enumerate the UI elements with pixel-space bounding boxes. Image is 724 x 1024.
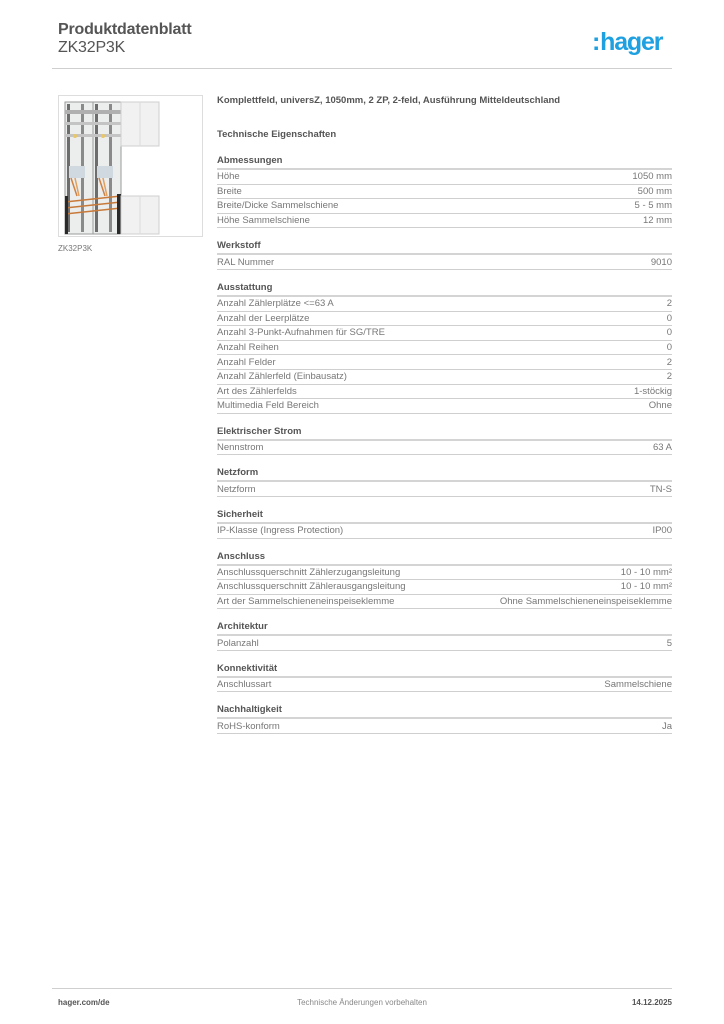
property-row: [217, 636, 672, 651]
datasheet-content: [217, 95, 672, 734]
property-row: [217, 297, 672, 312]
property-value: Ja: [661, 720, 672, 732]
property-label: Anschlussart: [217, 679, 272, 691]
property-label: Anschlussquerschnitt Zählerausgangsleitung: [217, 581, 406, 593]
property-row: [217, 341, 672, 356]
footer-divider: [52, 988, 672, 989]
property-row: [217, 385, 672, 400]
property-label: Anzahl Zählerfeld (Einbausatz): [217, 371, 347, 383]
property-label: Anzahl Felder: [217, 356, 276, 368]
property-label: Art des Zählerfelds: [217, 385, 297, 397]
property-row: [217, 566, 672, 581]
section-anschluss: [217, 551, 672, 610]
property-row: [217, 678, 672, 693]
property-value: 2: [666, 356, 672, 368]
property-label: Höhe: [217, 171, 240, 183]
section-title: Elektrischer Strom: [217, 426, 672, 441]
property-row: [217, 326, 672, 341]
property-row: [217, 524, 672, 539]
property-value: Ohne Sammelschieneneinspeiseklemme: [499, 595, 672, 607]
property-row: [217, 399, 672, 414]
property-label: IP-Klasse (Ingress Protection): [217, 525, 344, 537]
section-title: Architektur: [217, 621, 672, 636]
property-label: Netzform: [217, 483, 256, 495]
property-value: TN-S: [649, 483, 672, 495]
hager-logo: :hager: [592, 28, 663, 56]
section-abmessungen: [217, 155, 672, 228]
property-row: [217, 255, 672, 270]
section-elektrischer-strom: [217, 426, 672, 456]
footer-notice: Technische Änderungen vorbehalten: [297, 998, 427, 1007]
property-label: Art der Sammelschieneneinspeiseklemme: [217, 595, 395, 607]
technical-properties-heading: Technische Eigenschaften: [217, 129, 337, 140]
property-value: 0: [666, 327, 672, 339]
logo-colon-icon: :: [592, 28, 600, 56]
property-value: 5 - 5 mm: [634, 200, 672, 212]
property-label: Breite/Dicke Sammelschiene: [217, 200, 339, 212]
section-title: Netzform: [217, 467, 672, 482]
meter-cabinet-illustration: [59, 96, 203, 237]
property-label: Anzahl der Leerplätze: [217, 312, 310, 324]
property-label: Nennstrom: [217, 442, 264, 454]
property-value: 500 mm: [637, 185, 672, 197]
section-nachhaltigkeit: [217, 704, 672, 734]
property-label: Anzahl Reihen: [217, 342, 279, 354]
property-value: 2: [666, 298, 672, 310]
property-value: 1-stöckig: [633, 385, 672, 397]
product-image: [58, 95, 203, 237]
property-row: [217, 441, 672, 456]
property-row: [217, 199, 672, 214]
footer-website-link[interactable]: hager.com/de: [58, 998, 110, 1007]
property-value: Sammelschiene: [604, 679, 672, 691]
property-value: 1050 mm: [632, 171, 672, 183]
property-row: [217, 580, 672, 595]
property-value: 63 A: [652, 442, 672, 454]
property-value: 9010: [650, 256, 672, 268]
property-value: 0: [666, 342, 672, 354]
property-row: [217, 595, 672, 610]
property-label: RAL Nummer: [217, 256, 275, 268]
section-werkstoff: [217, 240, 672, 270]
property-label: Breite: [217, 185, 242, 197]
image-caption: ZK32P3K: [58, 244, 93, 253]
section-title: Abmessungen: [217, 155, 672, 170]
property-row: [217, 312, 672, 327]
section-architektur: [217, 621, 672, 651]
property-value: 5: [666, 637, 672, 649]
property-value: 10 - 10 mm²: [620, 581, 672, 593]
property-label: Anzahl 3-Punkt-Aufnahmen für SG/TRE: [217, 327, 385, 339]
property-value: 12 mm: [642, 215, 672, 227]
property-value: Ohne: [648, 400, 672, 412]
property-label: Anschlussquerschnitt Zählerzugangsleitung: [217, 566, 401, 578]
property-label: Höhe Sammelschiene: [217, 215, 310, 227]
property-label: Polanzahl: [217, 637, 259, 649]
product-description: Komplettfeld, universZ, 1050mm, 2 ZP, 2-feld, Ausführung Mitteldeutschland: [217, 95, 561, 106]
property-value: 0: [666, 312, 672, 324]
page-title: Produktdatenblatt: [58, 21, 192, 38]
header-divider: [52, 68, 672, 69]
section-title: Nachhaltigkeit: [217, 704, 672, 719]
property-row: [217, 482, 672, 497]
property-row: [217, 214, 672, 229]
section-title: Konnektivität: [217, 663, 672, 678]
property-row: [217, 719, 672, 734]
section-konnektivitaet: [217, 663, 672, 693]
property-value: 10 - 10 mm²: [620, 566, 672, 578]
section-title: Ausstattung: [217, 282, 672, 297]
property-row: [217, 370, 672, 385]
section-title: Anschluss: [217, 551, 672, 566]
product-code: ZK32P3K: [58, 39, 126, 56]
section-netzform: [217, 467, 672, 497]
property-row: [217, 185, 672, 200]
property-row: [217, 170, 672, 185]
footer-date: 14.12.2025: [631, 998, 672, 1007]
property-value: 2: [666, 371, 672, 383]
section-title: Werkstoff: [217, 240, 672, 255]
property-value: IP00: [652, 525, 672, 537]
section-sicherheit: [217, 509, 672, 539]
property-row: [217, 355, 672, 370]
property-label: Multimedia Feld Bereich: [217, 400, 319, 412]
property-label: Anzahl Zählerplätze <=63 A: [217, 298, 334, 310]
property-label: RoHS-konform: [217, 720, 280, 732]
section-ausstattung: [217, 282, 672, 414]
section-title: Sicherheit: [217, 509, 672, 524]
